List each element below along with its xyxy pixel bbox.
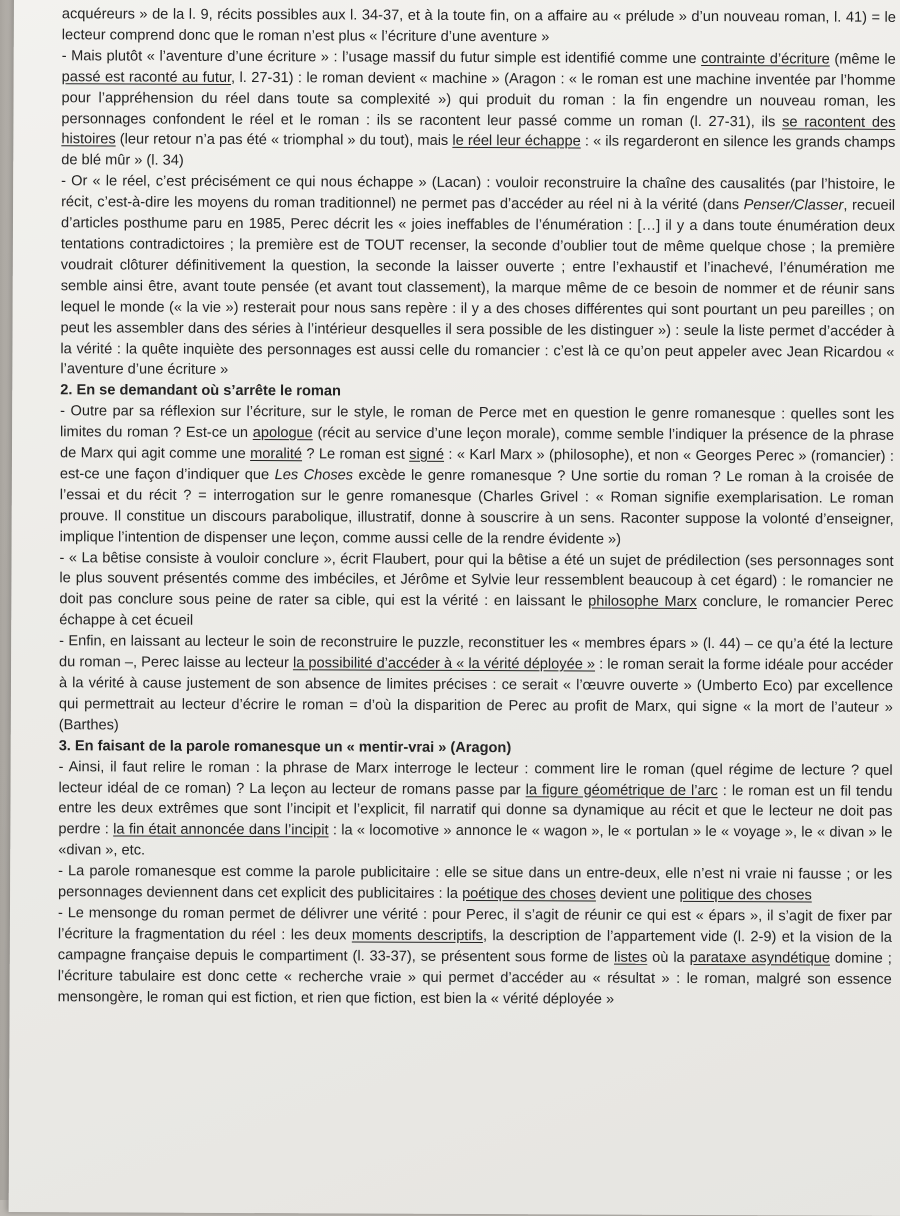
text-run: - La parole romanesque est comme la parole publicitaire : elle se situe dans un entre-deux, elle n’est ni vraie ni fausse ; or les personnages deviennent dans cet explicit des publicitaires : la [58, 863, 893, 903]
paragraph [62, 4, 896, 49]
text-run: : « ils regarderont en silence les grands champs de blé mûr » (l. 34) [61, 133, 896, 170]
text-run: - Le mensonge du roman permet de délivrer une vérité : pour Perec, il s’agit de réunir ce qui est « épars », il s’agit de fixer par l’écriture la fragmentation du réel : les deux [57, 905, 893, 944]
paragraph-text: acquéreurs » de la l. 9, récits possibles aux l. 34-37, et à la toute fin, on a affaire au « prélude » d’un nouveau roman, l. 41) = le lecteur comprend donc que le roman n’est plus « l’écriture d’une aventure » [61, 6, 896, 46]
paragraph [58, 757, 892, 865]
underlined-phrase: se racontent des histoires [61, 113, 896, 148]
underlined-phrase: contrainte d’écriture [701, 50, 830, 68]
text-run: ? Le roman est [302, 446, 410, 463]
underlined-phrase: la possibilité d’accéder à « la vérité déployée » [292, 655, 596, 673]
text-run: - Enfin, en laissant au lecteur le soin de reconstruire le puzzle, reconstituer les « membres épars » (l. 44) – ce qu’a été la lecture du roman –, Perec laisse au lecteur [59, 633, 894, 672]
text-run: (même le [829, 51, 896, 68]
paragraph [58, 903, 892, 1011]
text-run: : « Karl Marx » (philosophe), et non « Georges Perec » (romancier) : est-ce une façon d’indiquer que [59, 446, 895, 484]
document-body [58, 4, 896, 1011]
book-title: Les Choses [274, 467, 354, 484]
text-run: (leur retour n’a pas été « triomphal » du tout), mais [115, 131, 453, 150]
section-heading: 3. En faisant de la parole romanesque un « mentir-vrai » (Aragon) [58, 737, 512, 756]
text-run: : le roman est un fil tendu entre les deux extrêmes que sont l’incipit et l’explicit, fil narratif qui donne sa dynamique au récit et que le lecteur ne doit pas perdre : [58, 782, 893, 838]
underlined-phrase: le réel leur échappe [452, 133, 581, 150]
text-run: : la « locomotive » annonce le « wagon », le « portulan » le « voyage », le « divan » le «divan », etc. [58, 822, 893, 859]
book-title: Penser/Classer [743, 197, 844, 214]
text-run: où la [647, 949, 690, 966]
text-run: conclure, le romancier Perec échappe à cet écueil [59, 594, 894, 630]
text-run: excède le genre romanesque ? Une sortie du roman ? Le roman à la croisée de l’essai et du récit ? = interrogation sur le genre romanesque (Charles Grivel : « Roman signifie exemplarisation. Le roman prouve. Il constitue un discours parabolique, illustratif, donne à souscrire à un sens. Raconter suppose la volonté d’enseigner, implique l’intention de dispenser une leçon, comme aussi celle de la rendre évidente ») [59, 467, 894, 548]
underlined-phrase: moments descriptifs [351, 927, 484, 944]
text-run: - « La bêtise consiste à vouloir conclure », écrit Flaubert, pour qui la bêtise a été un sujet de prédilection (ses personnages sont le plus souvent présentés comme des imbéciles, et Jérôme et Sylvie leur ressemblent beaucoup à cet égard) : le romancier ne doit pas conclure sous peine de rater sa cible, qui est la vérité : en laissant le [59, 549, 894, 610]
underlined-phrase: philosophe Marx [588, 593, 697, 611]
text-run: - Or « le réel, c’est précisément ce qui nous échappe » (Lacan) : vouloir reconstruire la chaîne des causalités (par l’histoire, le récit, c’est-à-dire les moyens du roman traditionnel) ne permet pas d’accéder au réel ni à la vérité (dans [61, 173, 896, 214]
text-run: domine ; l’écriture tabulaire est donc cette « recherche vraie » qui permet d’accéder au « résultat » : le roman, malgré son essence mensongère, le roman qui est fiction, et rien que fiction, est bien la « vérité déployée » [57, 950, 892, 1008]
text-run: devient une [595, 886, 680, 903]
text-run: - Ainsi, il faut relire le roman : la phrase de Marx interroge le lecteur : comment lire le roman (quel régime de lecture ? quel lecteur idéal de ce roman) ? La leçon au lecteur de romans passe par [58, 758, 893, 798]
text-run: , recueil d’articles posthume paru en 1985, Perec décrit les « joies ineffables de l’énumération : […] il y a dans toute énumération deux tentations contradictoires ; la première est de TOUT recenser, la seconde d’oublier tout de même quelque chose ; la première voudrait clôturer définitivement la question, la seconde la laisser ouverte ; entre l’exhaustif et l’inachevé, l’énumération me semble ainsi être, avant toute pensée (et avant tout classement), la marque même de ce besoin de nommer et de réunir sans lequel le monde (« la vie ») resterait pour nous sans repère : il y a des choses différentes qui sont pourtant un peu pareilles ; on peut les assembler dans des séries à l’intérieur desquelles il sera possible de les distinguer ») : seule la liste permet d’accéder à la vérité : la quête inquiète des personnages est aussi celle du romancier : c’est là ce qu’on peut appeler avec Jean Ricardou « l’aventure d’une écriture » [60, 197, 896, 379]
text-run: - Outre par sa réflexion sur l’écriture, sur le style, le roman de Perce met en question le genre romanesque : quelles sont les limites du roman ? Est-ce un [60, 403, 895, 442]
paper-sheet [9, 0, 900, 1216]
underlined-phrase: la figure géométrique de l’arc [525, 781, 718, 799]
underlined-phrase: politique des choses [679, 886, 812, 904]
paragraph [59, 548, 893, 635]
text-run: , la description de l’appartement vide (l. 2-9) et la vision de la campagne française depuis le compartiment (l. 33-37), se présentent sous forme de [57, 927, 892, 966]
underlined-phrase: signé [409, 446, 445, 463]
underlined-phrase: passé est raconté au futur [61, 68, 232, 86]
paragraph [61, 46, 896, 175]
underlined-phrase: poétique des choses [462, 886, 596, 903]
paragraph [60, 401, 895, 551]
text-run: (récit au service d’une leçon morale), comme semble l’indiquer la présence de la phrase de Marx qui agit comme une [59, 425, 895, 463]
paragraph [59, 631, 893, 739]
underlined-phrase: moralité [250, 446, 303, 463]
paragraph [60, 171, 895, 384]
section-heading: 2. En se demandant où s’arrête le roman [60, 382, 341, 400]
text-run: - Mais plutôt « l’aventure d’une écriture » : l’usage massif du futur simple est identifié comme une [61, 48, 702, 67]
text-run: , l. 27-31) : le roman devient « machine » (Aragon : « le roman est une machine inventée par l’homme pour l’appréhension du réel dans toute sa complexité ») qui produit du roman : la fin engendre un nouveau roman, les personnages confondent le réel et le roman : ils se racontent leur passé comme un roman (l. 27-31), ils [61, 69, 896, 130]
underlined-phrase: apologue [252, 425, 313, 442]
paragraph [58, 861, 892, 906]
underlined-phrase: parataxe asyndétique [689, 949, 831, 967]
underlined-phrase: listes [613, 949, 648, 966]
text-run: : le roman serait la forme idéale pour accéder à la vérité à cause justement de son absence de limites précises : ce serait « l’œuvre ouverte » (Umberto Eco) par excellence qui permettrait au lecteur d’écrire le roman = d’où la disparition de Perec au profit de Marx, qui signe « la mort de l’auteur » (Barthes) [58, 656, 894, 734]
underlined-phrase: la fin était annoncée dans l’incipit [113, 821, 329, 839]
